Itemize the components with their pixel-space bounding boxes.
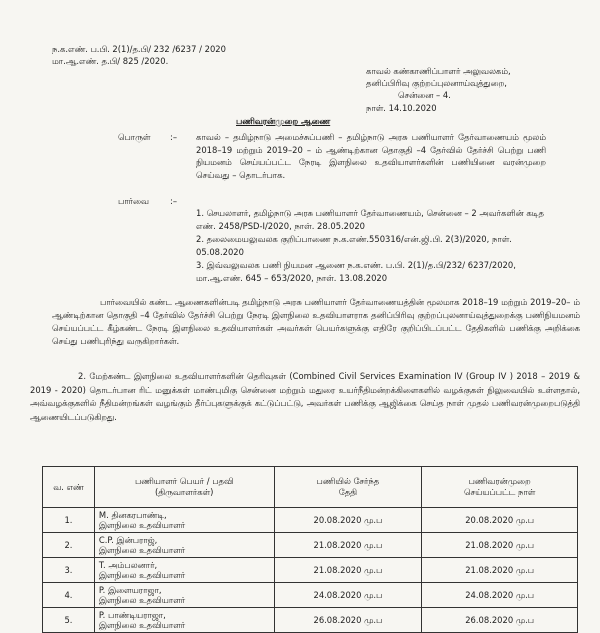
- order-date: நாள். 14.10.2020: [366, 103, 437, 113]
- order-number: மா.ஆ.எண். த.பி/ 825 /2020.: [52, 56, 169, 66]
- table-header-row: [43, 467, 578, 508]
- cell-join-date: 20.08.2020 மு.ப: [274, 508, 422, 533]
- cell-serial: 5.: [43, 608, 95, 633]
- reference-number: ந.க.எண். ப.பி. 2(1)/த.பி/ 232 /6237 / 2020: [52, 44, 226, 54]
- header-join-date: பணியில் சேர்ந்த தேதி: [274, 467, 422, 508]
- order-title: பணிவரன்முறை ஆணை: [236, 116, 331, 126]
- paragraph-1: பார்வையில் கண்ட ஆணைகளின்படி தமிழ்நாடு அரசு பணியாளர் தேர்வாணையத்தின் மூலமாக 2018–19 மற்றும் 2019–20– ம் ஆண்டிற்கான தொகுதி –4 தேர்வில் தேர்ச்சி பெற்று நேரடி இளநிலை உதவியாளராக தனிப்பிரிவு குற்றப்புலனாய்வுத்துறைக்கு பணிநியமனம் செய்யப்பட்ட கீழ்கண்ட நேரடி இளநிலை உதவியாளர்கள் அவர்கள் பெயர்களுக்கு எதிரே குறிப்பிடப்பட்ட தேதிகளில் பணிக்கு அறிக்கை செய்து பணிபுரிந்து வருகிறார்கள்.: [52, 297, 580, 346]
- table-row: [43, 583, 578, 608]
- office-name: காவல் கண்காணிப்பாளர் அலுவலகம்,: [366, 66, 511, 76]
- subject-label: பொருள்: [118, 132, 151, 142]
- cell-regularisation-date: 20.08.2020 மு.ப: [422, 508, 578, 533]
- cell-name: C.P. இன்பராஜ், இளநிலை உதவியாளர்: [94, 533, 274, 558]
- cell-name: P. இளையராஜா, இளநிலை உதவியாளர்: [94, 583, 274, 608]
- cell-serial: 1.: [43, 508, 95, 533]
- cell-join-date: 21.08.2020 மு.ப: [274, 533, 422, 558]
- cell-join-date: 26.08.2020 மு.ப: [274, 608, 422, 633]
- subject-separator: :–: [170, 132, 178, 142]
- references-label: பார்வை: [118, 196, 149, 206]
- header-serial-number: வ. எண்: [43, 467, 95, 508]
- cell-join-date: 24.08.2020 மு.ப: [274, 583, 422, 608]
- table-row: [43, 533, 578, 558]
- office-city: சென்னை – 4.: [398, 90, 451, 100]
- references-separator: :–: [170, 196, 178, 206]
- reference-item-2: 2. தலைமையலுவலக குறிப்பாணை ந.க.எண்.550316/என்.ஜி.பி. 2(3)/2020, நாள். 05.08.2020: [196, 234, 512, 257]
- table-row: [43, 608, 578, 633]
- cell-regularisation-date: 26.08.2020 மு.ப: [422, 608, 578, 633]
- cell-serial: 2.: [43, 533, 95, 558]
- cell-regularisation-date: 21.08.2020 மு.ப: [422, 533, 578, 558]
- subject-text: காவல் – தமிழ்நாடு அமைச்சுப்பணி – தமிழ்நாடு அரசு பணியாளர் தேர்வாணையம் மூலம் 2018–19 மற்றும் 2019–20 – ம் ஆண்டிற்கான தொகுதி –4 தேர்வில் தேர்ச்சி பெற்று பணி நியமனம் செய்யப்பட்ட நேரடி இளநிலை உதவியாளர்களின் பணியினை வரன்முறை செய்வது – தொடர்பாக.: [196, 132, 546, 180]
- paragraph-2: 2. மேற்கண்ட இளநிலை உதவியாளர்களின் தெரிவுகள் (Combined Civil Services Examination IV (Group IV ) 2018 – 2019 & 2019 - 2020) தொடர்பான ரிட் மனுக்கள் மாண்புமிகு சென்னை மற்றும் மதுரை உயர்நீதிமன்றக்கிளைகளில் வழக்குகள் நிலுவையில் உள்ளதால், அவ்வழக்குகளில் நீதிமன்றங்கள் வழங்கும் தீர்ப்புகளுக்குக் கட்டுப்பட்டு, அவர்கள் பணிக்கு ஆஜிக்கை செய்த நாள் முதல் பணிவரன்முறைபடுத்தி ஆணையிடப்படுகிறது.: [30, 371, 580, 422]
- cell-name: P. பாண்டியராஜா, இளநிலை உதவியாளர்: [94, 608, 274, 633]
- table-row: [43, 558, 578, 583]
- cell-regularisation-date: 21.08.2020 மு.ப: [422, 558, 578, 583]
- reference-item-1: 1. செயலாளர், தமிழ்நாடு அரசு பணியாளர் தேர்வாணையம், சென்னை – 2 அவர்களின் கடித எண். 2458/PSD-I/2020, நாள். 28.05.2020: [196, 208, 544, 231]
- cell-serial: 3.: [43, 558, 95, 583]
- header-name-post: பணியாளர் பெயர் / பதவி (திருவாளர்கள்): [94, 467, 274, 508]
- cell-name: T. அம்பலனார், இளநிலை உதவியாளர்: [94, 558, 274, 583]
- cell-name: M. தினகரபாண்டி, இளநிலை உதவியாளர்: [94, 508, 274, 533]
- cell-regularisation-date: 24.08.2020 மு.ப: [422, 583, 578, 608]
- appointment-table: [42, 466, 578, 633]
- table-row: [43, 508, 578, 533]
- cell-join-date: 21.08.2020 மு.ப: [274, 558, 422, 583]
- cell-serial: 4.: [43, 583, 95, 608]
- reference-item-3: 3. இவ்வலுவலக பணி நியமன ஆணை ந.க.எண். ப.பி. 2(1)/த.பி/232/ 6237/2020, மா.ஆ.எண். 645 – 653/2020, நாள். 13.08.2020: [196, 260, 516, 283]
- office-department: தனிப்பிரிவு குற்றப்புலனாய்வுத்துறை,: [366, 78, 507, 88]
- header-regularisation-date: பணிவரன்முறை செய்யப்பட்ட நாள்: [422, 467, 578, 508]
